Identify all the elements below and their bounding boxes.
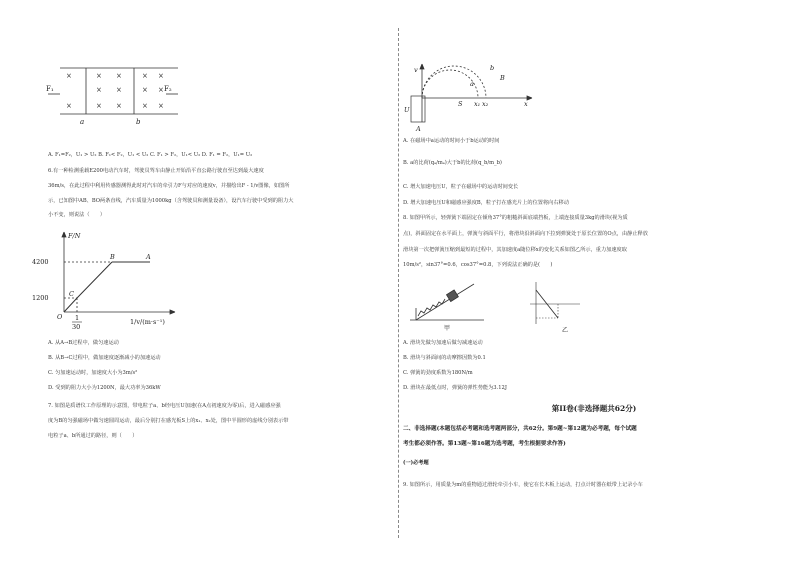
- section-2-intro-2: 考生都必须作答。第13题~第16题为选考题，考生根据要求作答): [403, 441, 566, 447]
- graph-y-tick-1200: 1200: [32, 294, 49, 302]
- field-b-label: B: [500, 74, 505, 82]
- graph-line-cb: [77, 262, 112, 298]
- field-x-mark: ×: [96, 102, 102, 110]
- section-2-title: 第II卷(非选择题共62分): [551, 404, 637, 413]
- x1-label: x₁: [474, 100, 481, 108]
- q8-option-a: A. 滑块先做匀加速后做匀减速运动: [403, 340, 483, 346]
- q8-option-b: B. 滑块与斜面间的动摩擦因数为0.1: [403, 355, 486, 361]
- graph-x-tick-den: 30: [72, 323, 81, 331]
- field-x-mark: ×: [158, 86, 164, 94]
- section-2-intro-1: 二、非选择题(本题包括必考题和选考题两部分，共62分。第9题~第12题为必考题，每个试题: [403, 426, 637, 432]
- q7-line2: 度为B的匀强磁场中做匀速圆周运动，最后分别打在感光板S上的x₁、x₂处，图中半圆形的虚线分别表示带: [48, 418, 289, 424]
- plate-s-label: S: [458, 100, 463, 108]
- q6-line4: 小不变，则说法（ ）: [48, 212, 106, 218]
- q6-line1: 6.有一种检测重载E200电动汽车时，驾驶员驾车由静止开始沿平直公路行驶直至达到最大速度: [48, 168, 264, 174]
- field-x-mark: ×: [66, 72, 72, 80]
- point-a-label: A: [416, 125, 421, 133]
- q6-line2: 36m/s，在此过程中利用传感器测得此时对汽车的牵引力F与对应的速度v，并描绘出F - 1/v图像，如图所: [48, 183, 290, 189]
- q8-line1: 8. 如图甲所示，轻弹簧下端固定在倾角37°的粗糙斜面底端挡板，上端连接质量3kg的滑块(视为质: [403, 215, 628, 221]
- path-b-label: b: [490, 64, 495, 72]
- q6-option-a: A. 从A→B过程中，做匀速运动: [48, 340, 119, 346]
- b-label: b: [136, 118, 141, 126]
- q7-option-b: B. a的比荷(qₐ/mₐ)大于b的比荷(q_b/m_b): [403, 160, 502, 166]
- path-b: [422, 66, 486, 98]
- q6-option-d: D. 受到的阻力大小为1200N，最大功率为36kW: [48, 385, 161, 391]
- q7-line3: 电粒子a、b所通过的路径，则（ ）: [48, 433, 138, 439]
- q8-line2: 点)，斜面固定在水平面上，弹簧与斜面平行，将滑块沿斜面向下拉到弹簧处于原长位置的O点，由静止释放: [403, 231, 648, 237]
- field-x-mark: ×: [142, 102, 148, 110]
- voltage-label: U: [404, 106, 410, 114]
- mass-spectrometer-figure: [400, 58, 535, 134]
- x2-label: x₂: [482, 100, 489, 108]
- f2-label: F₂: [164, 85, 172, 93]
- incline-spring-figure: [408, 278, 488, 334]
- q7-option-a: A. 在磁场中a运动的时间小于b运动的时间: [403, 138, 500, 144]
- q7-option-d: D. 增大加速电压U和磁感应强度B，粒子打在感光片上的位置将向右移动: [403, 200, 569, 206]
- path-a-label: a: [470, 80, 474, 88]
- field-x-mark: ×: [116, 86, 122, 94]
- graph-y-tick-4200: 4200: [32, 258, 49, 266]
- q6-option-c: C. 匀加速运动时，加速度大小为3m/s²: [48, 370, 138, 376]
- graph-x-axis-label: 1/v/(m·s⁻¹): [130, 318, 165, 326]
- field-x-mark: ×: [116, 72, 122, 80]
- q5-options: A. F₁=F₂，U₁ > U₂ B. F₁< F₂，U₁ < U₂ C. F₁ > F₂，U₁< U₂ D. F₁ = F₂，U₁= U₂: [48, 152, 253, 158]
- acceleration-displacement-graph: [520, 278, 590, 336]
- spring-coil: [418, 299, 445, 316]
- field-x-mark: ×: [116, 102, 122, 110]
- velocity-label: v: [414, 66, 418, 74]
- q6-line3: 示，已知图中AB、BO两条直线，汽车质量为1000kg（含驾驶员和测量设备），设汽车行驶中受到的阻力大: [48, 198, 294, 204]
- q8-option-d: D. 滑块在最低点时，弹簧的弹性势能为3.12J: [403, 385, 507, 391]
- x-axis-label: x: [524, 100, 528, 108]
- q9-line1: 9. 如图所示，用质量为m的重物通过滑轮牵引小车，使它在长木板上运动，打点计时器在纸带上记录小车: [403, 482, 643, 488]
- q7-line1: 7. 如图是质谱仪工作原理的示意图，带电粒子a、b经电压U加速(在A点初速度为零)后，进入磁感应强: [48, 403, 281, 409]
- force-velocity-graph: [30, 228, 180, 332]
- graph-origin: O: [57, 313, 63, 321]
- subsection-required: (一)必考题: [403, 460, 429, 466]
- figure-jia-label: 甲: [444, 325, 451, 332]
- field-x-mark: ×: [158, 102, 164, 110]
- q8-line4: 10m/s²，sin37°=0.6，cos37°=0.8，下列说法正确的是( ): [403, 262, 553, 268]
- graph-point-b: B: [110, 253, 115, 261]
- field-x-mark: ×: [142, 72, 148, 80]
- field-x-mark: ×: [96, 86, 102, 94]
- graph-y-axis-label: F/N: [68, 232, 81, 240]
- field-x-mark: ×: [142, 86, 148, 94]
- field-x-mark: ×: [66, 102, 72, 110]
- column-divider: [398, 28, 399, 538]
- graph-point-c: C: [69, 290, 74, 298]
- figure-yi-label: 乙: [562, 327, 569, 334]
- graph-point-a: A: [146, 253, 151, 261]
- magnetic-field-figure: [46, 64, 186, 132]
- f1-label: F₁: [46, 85, 54, 93]
- field-x-mark: ×: [158, 72, 164, 80]
- graph-line-oc: [64, 298, 77, 312]
- field-x-mark: ×: [96, 72, 102, 80]
- q8-line3: 滑块第一次把弹簧压缩到最短的过程中，其加速度a随位移x的变化关系如图乙所示，重力加速度取: [403, 247, 627, 253]
- a-label: a: [80, 118, 85, 126]
- q6-option-b: B. 从B→C过程中，做加速度逐渐减小的加速运动: [48, 355, 161, 361]
- graph-x-tick-num: 1: [75, 314, 80, 322]
- q7-option-c: C. 增大加速电压U，粒子在磁场中的运动时间变长: [403, 184, 519, 190]
- q8-option-c: C. 弹簧的劲度系数为180N/m: [403, 370, 473, 376]
